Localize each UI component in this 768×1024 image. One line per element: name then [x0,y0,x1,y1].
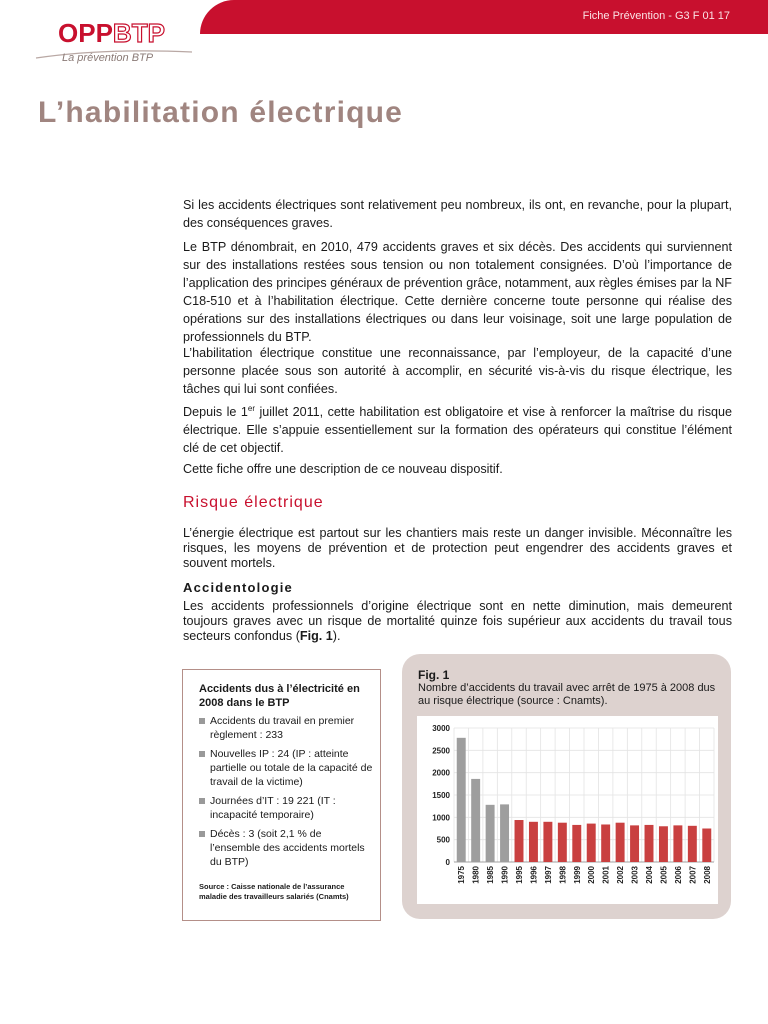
section-heading-risque: Risque électrique [183,494,324,511]
intro-paragraph-2: Le BTP dénombrait, en 2010, 479 accidents graves et six décès. Des accidents qui surviennent sur des installations restées sous tension ou non totalement consignées. D’où l’importance de l’application des principes généraux de prévention grâce, notamment, aux règles émises par la NF C18-510 et à l’habilitation électrique. Cette dernière concerne toute personne qui réalise des opérations sur des installations électriques ou dans leur voisinage, soit une large population de professionnels du BTP. [183,240,732,344]
x-tick-label: 1995 [515,866,524,884]
figure-label: Fig. 1 [418,668,450,682]
y-tick-label: 2500 [432,746,450,756]
chart-bar [543,822,552,862]
x-tick-label: 1990 [500,866,510,884]
stats-item: Décès : 3 (soit 2,1 % de l’ensemble des accidents mortels du BTP) [199,827,374,869]
bullet-square-icon [199,751,205,757]
chart-bar [688,826,697,862]
x-tick-label: 1999 [572,866,582,884]
chart-bar [659,826,668,862]
logo-btp: BTP [112,18,165,48]
x-tick-label: 1980 [471,866,481,884]
y-tick-label: 3000 [432,724,450,733]
stats-source: Source : Caisse nationale de l’assurance maladie des travailleurs salariés (Cnamts) [199,882,349,901]
chart-bar [529,822,538,862]
chart-bar [500,804,509,862]
chart-bar [645,825,654,862]
chart-bar [572,825,581,862]
chart-bar [616,823,625,862]
chart-bar [515,820,524,862]
logo-opp: OPP [58,18,113,48]
chart-bar [630,825,639,862]
chart-svg [417,716,718,904]
intro-paragraph-3: L’habilitation électrique constitue une reconnaissance, par l’employeur, de la capacité d’une personne placée sous son autorité à accomplir, en sécurité vis-à-vis du risque électrique, les tâches qui lui sont confiées. [183,346,732,396]
chart-bar [558,823,567,862]
stats-box [182,669,381,921]
subheading-accidentologie: Accidentologie [183,580,293,595]
x-tick-label: 1997 [543,866,553,884]
stats-item: Nouvelles IP : 24 (IP : atteinte partielle ou totale de la capacité de travail de la victime) [199,747,374,789]
stats-item: Accidents du travail en premier règlement : 233 [199,714,374,742]
stats-item: Journées d’IT : 19 221 (IT : incapacité temporaire) [199,794,374,822]
intro-paragraph-1: Si les accidents électriques sont relativement peu nombreux, ils ont, en revanche, pour la plupart, des conséquences graves. [183,198,732,230]
stats-box-title: Accidents dus à l’électricité en 2008 dans le BTP [199,683,360,709]
document-reference: Fiche Prévention - G3 F 01 17 [582,10,730,22]
y-tick-label: 1000 [432,813,450,823]
x-tick-label: 2001 [601,866,611,884]
intro-paragraph-5: Cette fiche offre une description de ce nouveau dispositif. [183,462,503,476]
accidentologie-paragraph: Les accidents professionnels d’origine électrique sont en nette diminution, mais demeurent toujours graves avec un risque de mortalité quinze fois supérieur aux accidents du travail tous secteurs confondus (Fig. 1). [183,599,732,643]
y-tick-label: 1500 [432,791,450,800]
chart-bar [673,825,682,862]
chart-bar [601,824,610,862]
x-tick-label: 2000 [587,866,597,884]
figure-caption: Nombre d’accidents du travail avec arrêt de 1975 à 2008 dus au risque électrique (source : Cnamts). [418,682,716,707]
x-tick-label: 1975 [457,866,467,884]
x-tick-label: 2004 [645,866,654,884]
bar-chart [417,716,718,904]
bullet-square-icon [199,798,205,804]
x-tick-label: 2002 [616,866,626,884]
bullet-square-icon [199,831,205,837]
x-tick-label: 2006 [673,866,683,884]
x-tick-label: 1985 [486,866,496,884]
chart-bar [486,805,495,862]
x-tick-label: 1996 [529,866,539,884]
oppbtp-logo [58,18,165,64]
chart-bar [587,824,596,862]
page-title: L’habilitation électrique [38,96,404,129]
stats-list [199,714,374,874]
y-tick-label: 0 [445,858,450,867]
x-tick-label: 2007 [688,866,698,884]
figure-panel [402,654,731,919]
intro-paragraph-4: Depuis le 1er juillet 2011, cette habilitation est obligatoire et vise à renforcer la maîtrise du risque électrique. Elle s’appuie essentiellement sur la formation des opérateurs qui constitue l’élément clé de cet objectif. [183,403,732,455]
chart-bar [702,829,711,863]
chart-bar [471,779,480,862]
bullet-square-icon [199,718,205,724]
y-tick-label: 2000 [432,768,450,778]
y-tick-label: 500 [436,835,450,845]
x-tick-label: 2003 [630,866,640,884]
section-paragraph: L’énergie électrique est partout sur les chantiers mais reste un danger invisible. Méconnaître les risques, les moyens de prévention et de protection peut engendrer des accidents graves et souvent mortels. [183,526,732,570]
logo-tagline: La prévention BTP [62,52,154,64]
x-tick-label: 2008 [702,866,712,884]
chart-bar [457,738,466,862]
x-tick-label: 1998 [558,866,568,884]
x-tick-label: 2005 [659,866,669,884]
